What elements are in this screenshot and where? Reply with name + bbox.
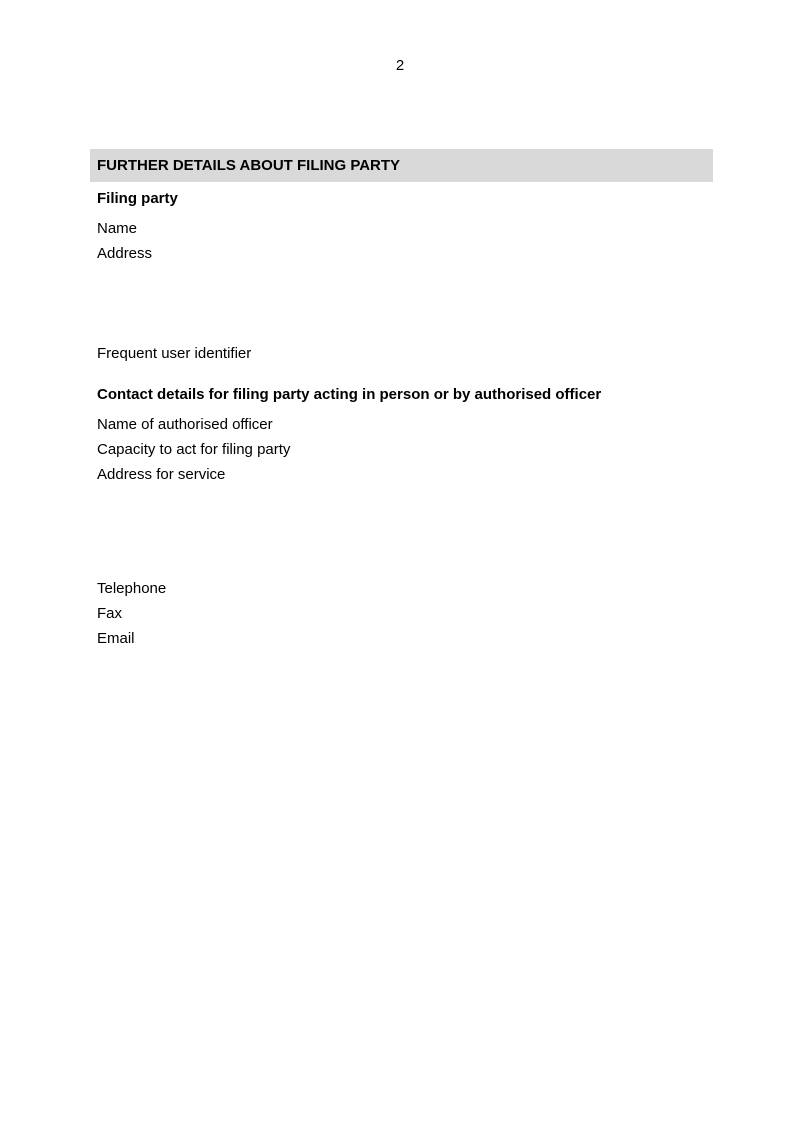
contact-details-heading: Contact details for filing party acting in person or by authorised officer [97,386,602,403]
address-for-service-label: Address for service [97,466,226,483]
fax-label: Fax [97,605,123,622]
frequent-user-identifier-label: Frequent user identifier [97,345,252,362]
section-header-bar [90,149,713,182]
capacity-label: Capacity to act for filing party [97,441,291,458]
email-label: Email [97,630,135,647]
address-label: Address [97,245,153,262]
page-number: 2 [395,57,405,74]
filing-party-heading: Filing party [97,190,178,207]
name-label: Name [97,220,138,237]
authorised-officer-name-label: Name of authorised officer [97,416,273,433]
telephone-label: Telephone [97,580,167,597]
section-title: FURTHER DETAILS ABOUT FILING PARTY [97,157,401,174]
